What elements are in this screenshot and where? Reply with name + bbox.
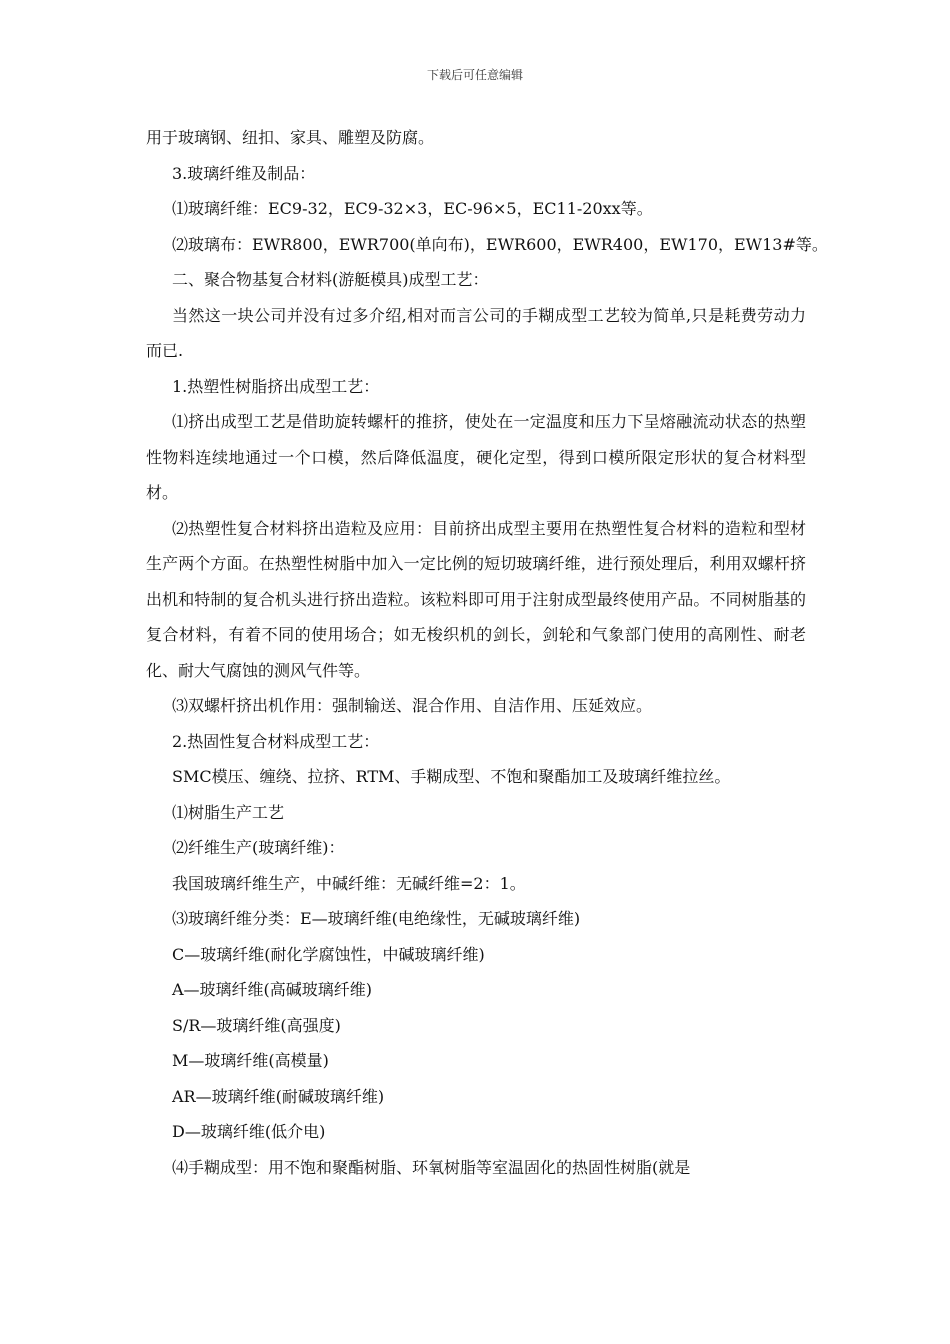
- paragraph: ⑶双螺杆挤出机作用：强制输送、混合作用、自洁作用、压延效应。: [172, 696, 653, 715]
- list-item: S/R—玻璃纤维(高强度): [172, 1015, 341, 1035]
- paragraph: ⑵热塑性复合材料挤出造粒及应用：目前挤出成型主要用在热塑性复合材料的造粒和型材生产两个方面。在热塑性树脂中加入一定比例的短切玻璃纤维，进行预处理后，利用双螺杆挤出机和特制的复合机头进行挤出造粒。该粒料即可用于注射成型最终使用产品。不同树脂基的复合材料，有着不同的使用场合；如无梭织机的剑长，剑轮和气象部门使用的高刚性、耐老化、耐大气腐蚀的测风气件等。: [146, 518, 806, 680]
- paragraph: 当然这一块公司并没有过多介绍,相对而言公司的手糊成型工艺较为简单,只是耗费劳动力而已.: [146, 305, 806, 360]
- paragraph: ⑵纤维生产(玻璃纤维)：: [172, 838, 345, 857]
- section-heading: 二、聚合物基复合材料(游艇模具)成型工艺：: [172, 270, 489, 289]
- section-heading: 1.热塑性树脂挤出成型工艺：: [172, 376, 380, 396]
- list-item: C—玻璃纤维(耐化学腐蚀性，中碱玻璃纤维): [172, 944, 485, 964]
- page-header: 下载后可任意编辑: [426, 68, 523, 82]
- document-body: [146, 120, 828, 1185]
- paragraph: ⑵玻璃布：EWR800，EWR700(单向布)，EWR600，EWR400，EW170，EW13#等。: [172, 234, 828, 254]
- paragraph: 用于玻璃钢、纽扣、家具、雕塑及防腐。: [146, 128, 435, 147]
- list-item: AR—玻璃纤维(耐碱玻璃纤维): [172, 1086, 385, 1106]
- section-heading: 2.热固性复合材料成型工艺：: [172, 731, 380, 751]
- paragraph: ⑴玻璃纤维：EC9-32，EC9-32×3，EC-96×5，EC11-20xx等。: [172, 199, 653, 218]
- list-item: D—玻璃纤维(低介电): [172, 1122, 326, 1141]
- paragraph: ⑷手糊成型：用不饱和聚酯树脂、环氧树脂等室温固化的热固性树脂(就是: [172, 1157, 691, 1177]
- section-heading: 3.玻璃纤维及制品：: [172, 163, 316, 183]
- list-item: A—玻璃纤维(高碱玻璃纤维): [172, 980, 373, 999]
- paragraph: ⑴挤出成型工艺是借助旋转螺杆的推挤，使处在一定温度和压力下呈熔融流动状态的热塑性物料连续地通过一个口模，然后降低温度，硬化定型，得到口模所限定形状的复合材料型材。: [146, 412, 806, 502]
- list-item: M—玻璃纤维(高模量): [172, 1051, 329, 1070]
- paragraph: ⑴树脂生产工艺: [172, 802, 285, 822]
- paragraph: SMC模压、缠绕、拉挤、RTM、手糊成型、不饱和聚酯加工及玻璃纤维拉丝。: [172, 767, 731, 786]
- paragraph: 我国玻璃纤维生产，中碱纤维：无碱纤维=2：1。: [172, 873, 526, 893]
- list-item: ⑶玻璃纤维分类：E—玻璃纤维(电绝缘性，无碱玻璃纤维): [172, 909, 581, 928]
